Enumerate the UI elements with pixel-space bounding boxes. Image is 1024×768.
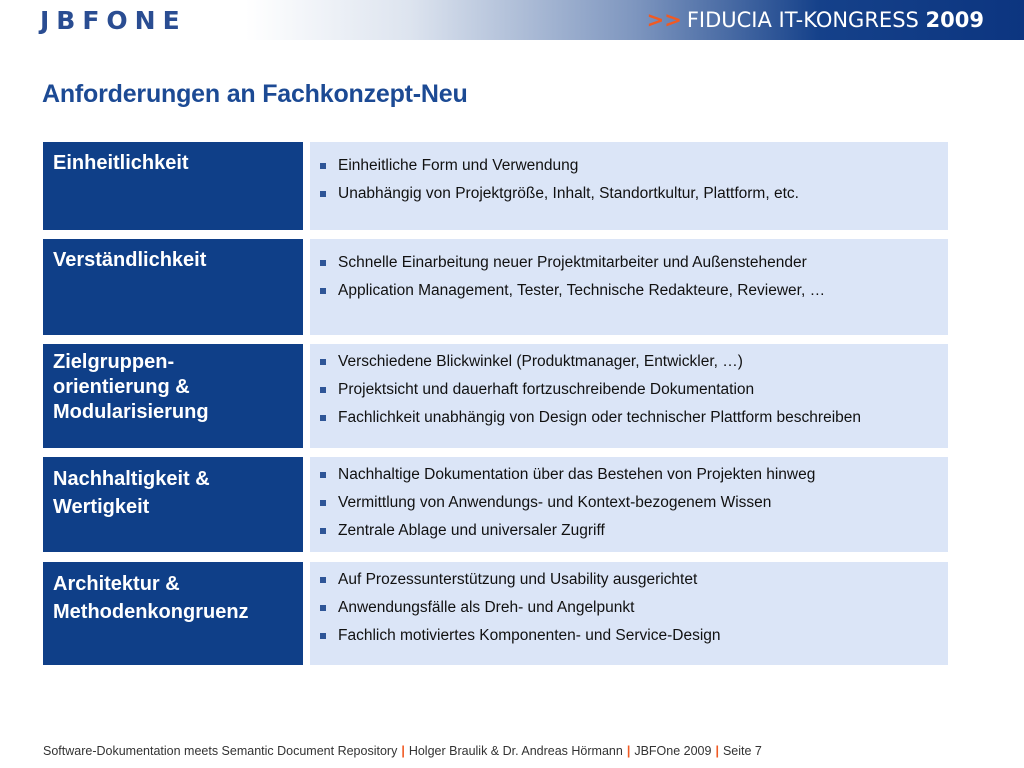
requirement-label: Architektur & Methodenkongruenz bbox=[53, 573, 249, 623]
footer-talk-title: Software-Dokumentation meets Semantic Document Repository bbox=[43, 744, 398, 758]
requirement-row bbox=[43, 457, 948, 552]
jbfone-logo: JBFONE bbox=[40, 5, 187, 35]
bullet-item bbox=[320, 461, 815, 489]
bullet-text: Einheitliche Form und Verwendung bbox=[338, 157, 579, 174]
requirement-label: Zielgruppen- orientierung & Modularisierung bbox=[53, 351, 209, 423]
bullet-square-icon bbox=[320, 633, 326, 639]
bullet-square-icon bbox=[320, 472, 326, 478]
bullet-item bbox=[320, 489, 815, 517]
bullet-square-icon bbox=[320, 359, 326, 365]
requirement-label-box bbox=[43, 344, 303, 448]
bullet-text: Schnelle Einarbeitung neuer Projektmitarbeiter und Außenstehender bbox=[338, 254, 807, 271]
bullet-text: Projektsicht und dauerhaft fortzuschreibende Dokumentation bbox=[338, 381, 755, 398]
requirement-row bbox=[43, 142, 948, 230]
footer-separator: | bbox=[626, 744, 631, 758]
bullet-text: Nachhaltige Dokumentation über das Bestehen von Projekten hinweg bbox=[338, 466, 816, 483]
bullet-square-icon bbox=[320, 577, 326, 583]
footer-event: JBFOne 2009 bbox=[634, 744, 712, 758]
bullet-square-icon bbox=[320, 528, 326, 534]
bullet-text: Application Management, Tester, Technische Redakteure, Reviewer, … bbox=[338, 282, 826, 299]
bullet-text: Vermittlung von Anwendungs- und Kontext-bezogenem Wissen bbox=[338, 494, 772, 511]
requirement-row bbox=[43, 344, 948, 448]
bullet-list bbox=[320, 249, 825, 305]
bullet-square-icon bbox=[320, 415, 326, 421]
bullet-square-icon bbox=[320, 191, 326, 197]
bullet-text: Anwendungsfälle als Dreh- und Angelpunkt bbox=[338, 599, 635, 616]
requirement-row bbox=[43, 239, 948, 335]
congress-arrows: >> bbox=[646, 8, 682, 32]
bullet-list bbox=[320, 461, 815, 545]
bullet-item bbox=[320, 594, 721, 622]
bullet-text: Zentrale Ablage und universaler Zugriff bbox=[338, 522, 605, 539]
bullet-item bbox=[320, 249, 825, 277]
bullet-list bbox=[320, 348, 861, 432]
bullet-text: Fachlich motiviertes Komponenten- und Service-Design bbox=[338, 627, 721, 644]
bullet-square-icon bbox=[320, 387, 326, 393]
congress-name: FIDUCIA IT-KONGRESS bbox=[686, 8, 919, 32]
bullet-item bbox=[320, 622, 721, 650]
bullet-item bbox=[320, 376, 861, 404]
bullet-item bbox=[320, 566, 721, 594]
bullet-text: Unabhängig von Projektgröße, Inhalt, Standortkultur, Plattform, etc. bbox=[338, 185, 799, 202]
bullet-item bbox=[320, 348, 861, 376]
requirement-content-box bbox=[310, 239, 948, 335]
footer-separator: | bbox=[401, 744, 405, 758]
requirement-content-box bbox=[310, 562, 948, 665]
footer-authors: Holger Braulik & Dr. Andreas Hörmann bbox=[408, 744, 623, 758]
bullet-square-icon bbox=[320, 163, 326, 169]
requirement-label-box bbox=[43, 142, 303, 230]
bullet-item bbox=[320, 152, 799, 180]
requirement-label-box bbox=[43, 239, 303, 335]
congress-year: 2009 bbox=[925, 8, 984, 32]
requirement-label: Verständlichkeit bbox=[53, 249, 207, 271]
footer-page-number: Seite 7 bbox=[722, 744, 762, 758]
requirement-content-box bbox=[310, 344, 948, 448]
bullet-text: Verschiedene Blickwinkel (Produktmanager, Entwickler, …) bbox=[338, 353, 743, 370]
bullet-list bbox=[320, 566, 721, 650]
requirement-label-box bbox=[43, 457, 303, 552]
bullet-square-icon bbox=[320, 288, 326, 294]
requirement-row bbox=[43, 562, 948, 665]
page-title: Anforderungen an Fachkonzept-Neu bbox=[42, 80, 468, 108]
requirement-label: Einheitlichkeit bbox=[53, 152, 189, 174]
footer bbox=[43, 744, 762, 758]
bullet-square-icon bbox=[320, 260, 326, 266]
requirement-label: Nachhaltigkeit & Wertigkeit bbox=[53, 468, 210, 518]
bullet-item bbox=[320, 517, 815, 545]
requirement-content-box bbox=[310, 142, 948, 230]
bullet-item bbox=[320, 404, 861, 432]
bullet-item bbox=[320, 180, 799, 208]
footer-separator: | bbox=[715, 744, 719, 758]
bullet-text: Fachlichkeit unabhängig von Design oder technischer Plattform beschreiben bbox=[338, 409, 861, 426]
requirement-label-box bbox=[43, 562, 303, 665]
bullet-square-icon bbox=[320, 605, 326, 611]
header-bar bbox=[0, 0, 1024, 40]
congress-banner bbox=[647, 8, 984, 32]
bullet-square-icon bbox=[320, 500, 326, 506]
bullet-text: Auf Prozessunterstützung und Usability ausgerichtet bbox=[338, 571, 698, 588]
bullet-list bbox=[320, 152, 799, 208]
requirement-content-box bbox=[310, 457, 948, 552]
bullet-item bbox=[320, 277, 825, 305]
